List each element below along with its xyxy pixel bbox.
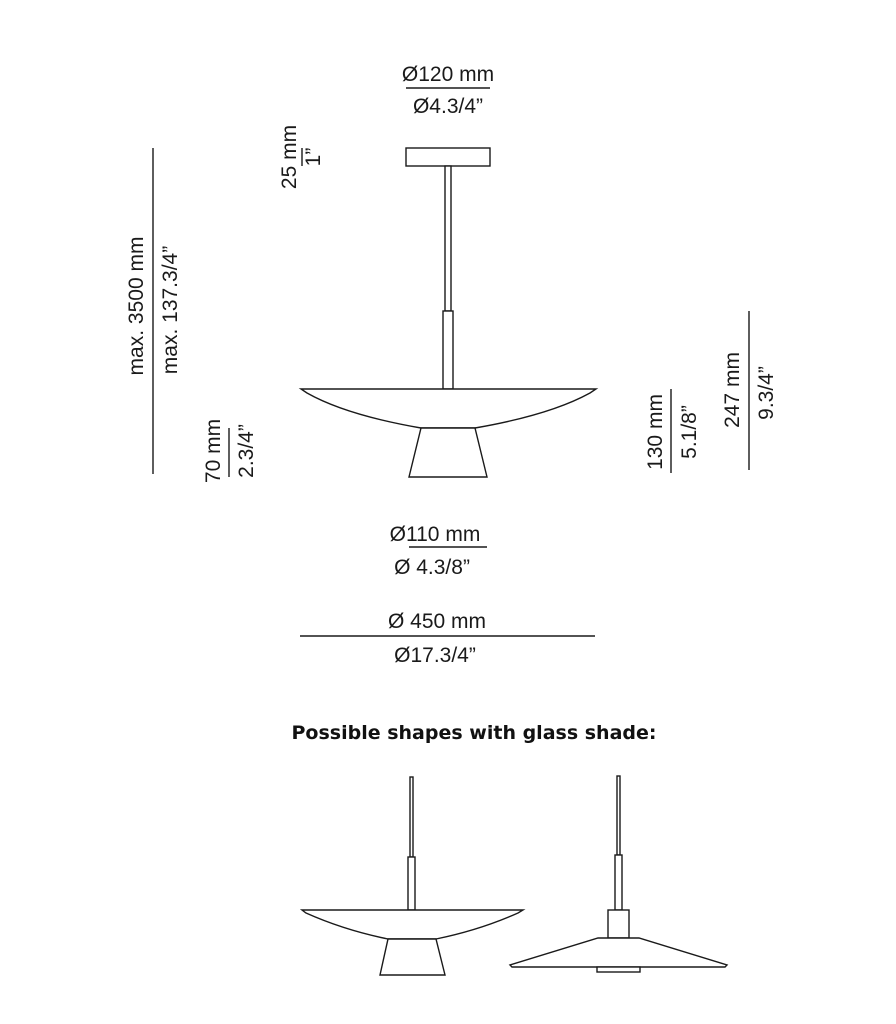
- ceiling-canopy: [406, 148, 490, 166]
- variant-1-sleeve: [408, 857, 415, 910]
- variant-2-cylinder: [608, 910, 629, 938]
- shade-diameter-mm: Ø 450 mm: [387, 610, 487, 633]
- dim-shade-height: [644, 389, 701, 473]
- cone-height-mm: 70 mm: [202, 418, 225, 484]
- variant-1-shade: [302, 910, 523, 939]
- glass-shade: [301, 389, 596, 428]
- dim-canopy-height: [278, 125, 325, 189]
- variant-1-rod: [410, 777, 413, 857]
- canopy-diameter-inch: Ø4.3/4”: [412, 95, 484, 118]
- total-height-mm: 247 mm: [721, 352, 744, 428]
- max-length-inch: max. 137.3/4”: [159, 245, 182, 375]
- suspension-rod: [445, 166, 451, 311]
- main-lamp-drawing: [301, 148, 596, 477]
- cone-height-inch: 2.3/4”: [235, 424, 258, 478]
- variant-cone-downlight: [302, 777, 523, 975]
- rod-sleeve: [443, 311, 453, 389]
- max-length-mm: max. 3500 mm: [125, 236, 148, 376]
- dim-cone-height: [202, 419, 258, 483]
- dim-shade-diameter: [300, 610, 595, 667]
- variant-1-cone: [380, 939, 445, 975]
- variant-2-diffuser: [597, 967, 640, 972]
- dim-canopy-diameter: [402, 63, 494, 118]
- dim-total-height: [721, 311, 778, 470]
- total-height-inch: 9.3/4”: [755, 366, 778, 420]
- shade-height-inch: 5.1/8”: [678, 405, 701, 459]
- canopy-height-mm: 25 mm: [278, 124, 301, 190]
- canopy-height-inch: 1”: [302, 147, 325, 167]
- cone-diameter-inch: Ø 4.3/8”: [394, 556, 470, 579]
- variants-heading: Possible shapes with glass shade:: [291, 722, 657, 744]
- dim-cone-diameter: [390, 523, 487, 579]
- variant-2-disc-shade: [510, 938, 727, 967]
- shade-diameter-inch: Ø17.3/4”: [394, 644, 476, 667]
- cone-diffuser: [409, 428, 487, 477]
- dim-max-length: [125, 148, 182, 474]
- variant-flat-disc: [510, 776, 727, 972]
- shade-height-mm: 130 mm: [644, 394, 667, 470]
- variant-2-sleeve: [615, 855, 622, 910]
- cone-diameter-mm: Ø110 mm: [389, 523, 481, 546]
- canopy-diameter-mm: Ø120 mm: [401, 63, 495, 86]
- variant-2-rod: [617, 776, 620, 855]
